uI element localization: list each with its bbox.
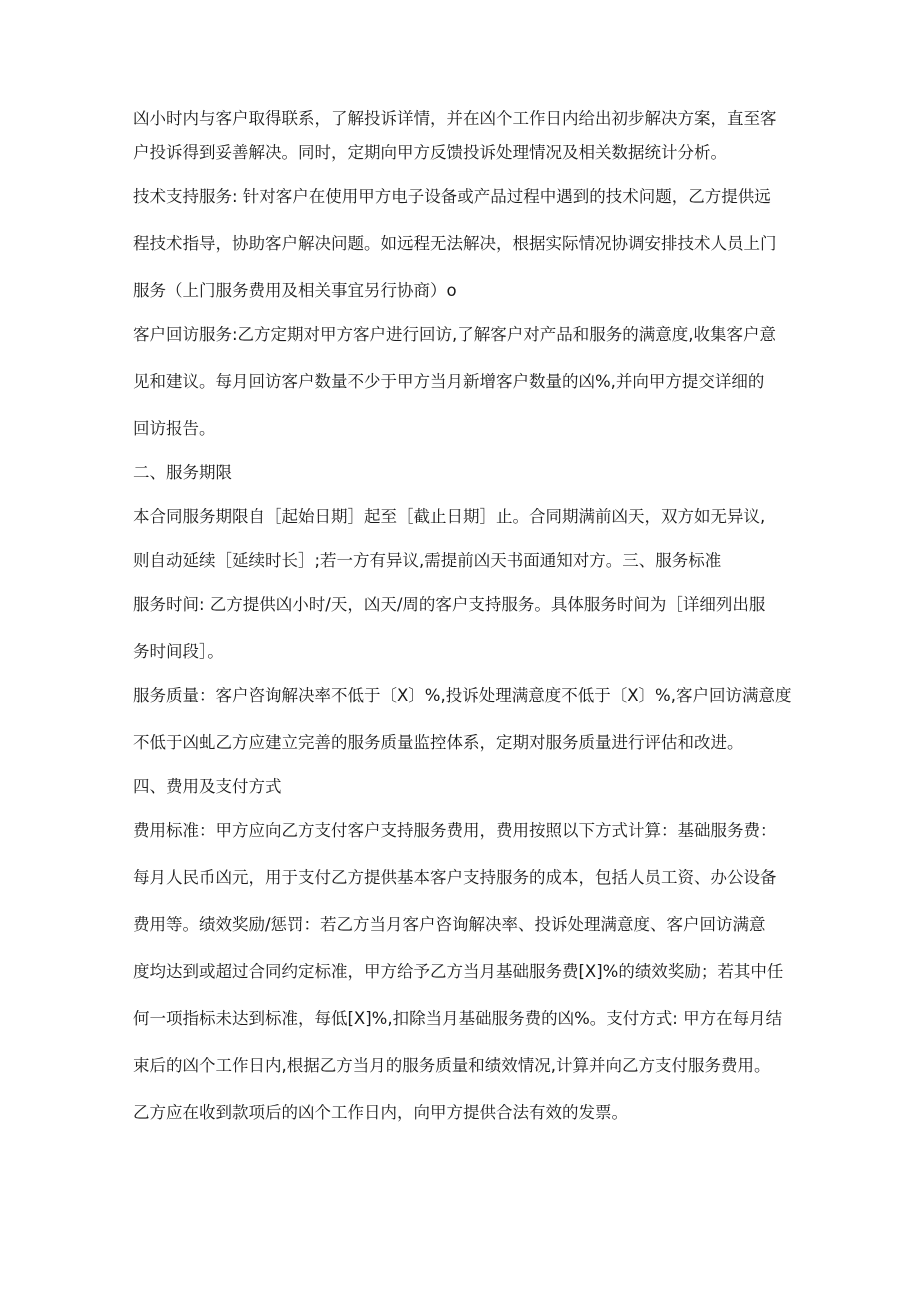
text-line: 度均达到或超过合同约定标准，甲方给予乙方当月基础服务费[X]%的绩效奖励；若其中任 [133, 962, 784, 981]
text-line: 回访报告。 [133, 419, 216, 438]
text-line: 凶小时内与客户取得联系，了解投诉详情，并在凶个工作日内给出初步解决方案，直至客 [133, 109, 777, 128]
text-line: 则自动延续［延续时长］;若一方有异议,需提前凶天书面通知对方。三、服务标准 [133, 551, 722, 570]
text-line: 服务（上门服务费用及相关事宜另行协商）o [133, 281, 457, 300]
text-line: 束后的凶个工作日内,根据乙方当月的服务质量和绩效情况,计算并向乙方支付服务费用。 [133, 1056, 771, 1075]
text-line: 本合同服务期限自［起始日期］起至［截止日期］止。合同期满前凶天，双方如无异议, [133, 507, 766, 526]
document-body [133, 102, 793, 1130]
text-line: 费用等。绩效奖励/惩罚：若乙方当月客户咨询解决率、投诉处理满意度、客户回访满意 [133, 915, 766, 934]
text-line: 务时间段］。 [133, 642, 224, 661]
text-line: 客户回访服务:乙方定期对甲方客户进行回访,了解客户对产品和服务的满意度,收集客户意 [133, 325, 777, 344]
text-line: 费用标准：甲方应向乙方支付客户支持服务费用，费用按照以下方式计算：基础服务费： [133, 821, 777, 840]
section-heading: 二、服务期限 [133, 463, 232, 482]
text-line: 技术支持服务: 针对客户在使用甲方电子设备或产品过程中遇到的技术问题，乙方提供远 [133, 187, 771, 206]
text-line: 何一项指标未达到标准，每低[X]%,扣除当月基础服务费的凶%。支付方式: 甲方在每月结 [133, 1009, 783, 1028]
text-line: 服务质量：客户咨询解决率不低于〔X〕%,投诉处理满意度不低于〔X〕%,客户回访满意度 [133, 686, 792, 705]
text-line: 见和建议。每月回访客户数量不少于甲方当月新增客户数量的凶%,并向甲方提交详细的 [133, 372, 765, 391]
text-line: 每月人民币凶元，用于支付乙方提供基本客户支持服务的成本，包括人员工资、办公设备 [133, 868, 777, 887]
text-line: 服务时间: 乙方提供凶小时/天，凶天/周的客户支持服务。具体服务时间为［详细列出服 [133, 595, 766, 614]
text-line: 户投诉得到妥善解决。同时，定期向甲方反馈投诉处理情况及相关数据统计分析。 [133, 143, 727, 162]
text-line: 程技术指导，协助客户解决问题。如远程无法解决，根据实际情况协调安排技术人员上门 [133, 234, 777, 253]
section-heading: 四、费用及支付方式 [133, 777, 282, 796]
text-line: 乙方应在收到款项后的凶个工作日内，向甲方提供合法有效的发票。 [133, 1103, 628, 1122]
text-line: 不低于凶虬乙方应建立完善的服务质量监控体系，定期对服务质量进行评估和改进。 [133, 733, 744, 752]
